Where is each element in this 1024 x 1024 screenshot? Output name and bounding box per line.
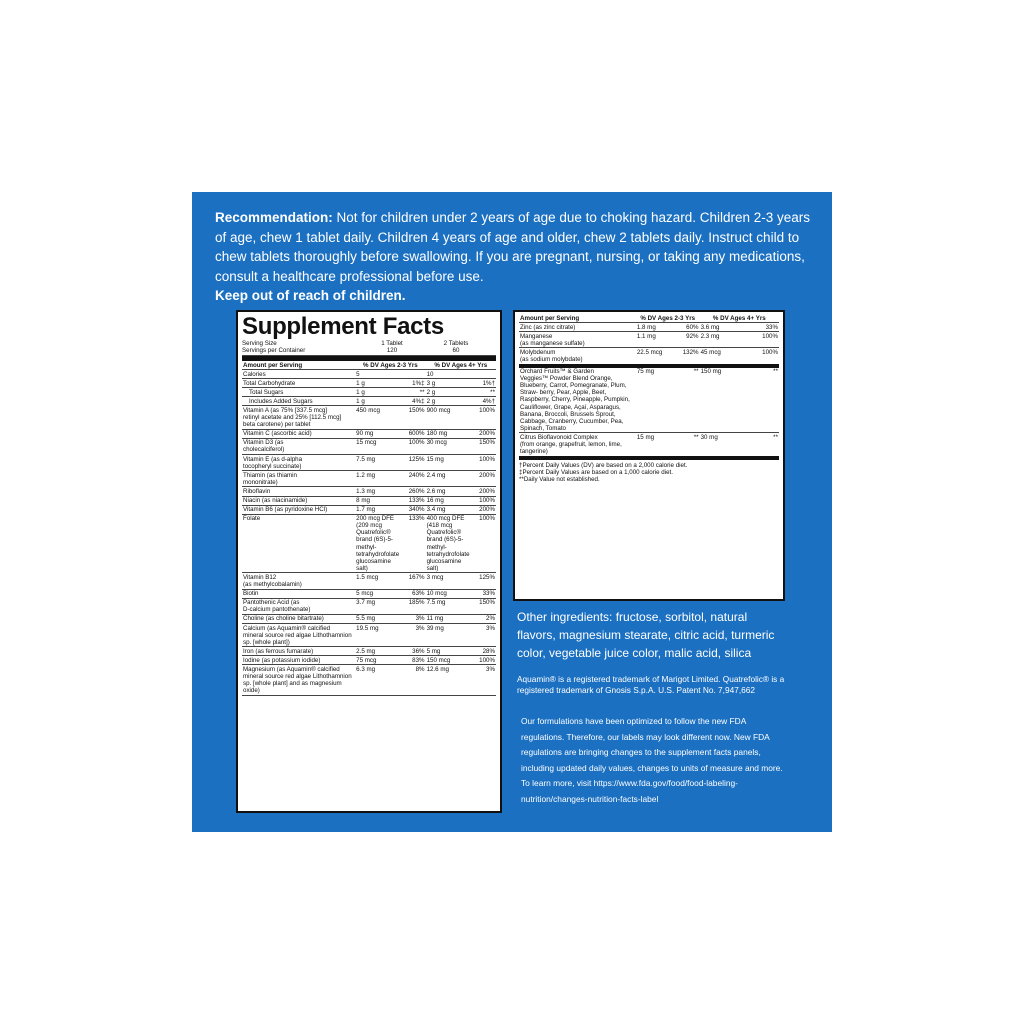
- dv-col2: 100%: [471, 656, 496, 665]
- dv-col2: 3%: [471, 624, 496, 647]
- nutrient-name-cell: [242, 471, 355, 487]
- fda-notice: Our formulations have been optimized to follow the new FDA regulations. Therefore, our labels may look different now. New FDA regulations are bringing changes to the supplement facts panels, including updated daily values, changes to units of measure and more. To learn more, visit https://www.fda.gov/food/food-labeling-nutrition/changes-nutrition-facts-label: [521, 716, 783, 804]
- nutrient-row: [242, 647, 496, 656]
- dv-col1: 3%: [400, 624, 425, 647]
- nutrient-name: Vitamin A (as 75% [337.5 mcg]: [243, 406, 328, 414]
- nutrient-row: [242, 624, 496, 647]
- nutrient-name: Magnesium (as Aquamin® calcified: [243, 665, 340, 673]
- nutrient-name: Iron (as ferrous fumarate): [243, 647, 314, 655]
- amount-col1: 1.8 mg: [636, 323, 672, 332]
- nutrient-name: Calcium (as Aquamin® calcified: [243, 624, 331, 632]
- footnote: **Daily Value not established.: [519, 476, 600, 484]
- amount-col2: 3.6 mg: [700, 323, 736, 332]
- nutrient-row: [242, 505, 496, 514]
- dv-col2: [471, 370, 496, 379]
- dv-col1: 133%: [400, 496, 425, 505]
- dv-col2-header-2: % DV Ages 4+ Yrs: [700, 314, 779, 323]
- supplement-facts-box: [236, 310, 502, 813]
- nutrient-source: (from orange, grapefruit, lemon, lime, tangerine): [520, 441, 622, 456]
- amount-col1: 2.5 mg: [355, 647, 400, 656]
- amount-col2: 11 mg: [426, 614, 471, 623]
- nutrient-name: Thiamin (as thiamin: [243, 471, 297, 479]
- nutrient-row: [242, 370, 496, 379]
- recommendation-body: Not for children under 2 years of age due to choking hazard. Children 2-3 years of age, chew 1 tablet daily. Children 4 years of age and older, chew 2 tablets daily. Instruct child to chew tablets thoroughly before swallowing. If you are pregnant, nursing, or taking any medications, consult a healthcare professional before use.: [215, 210, 811, 284]
- dv-col1: 3%: [400, 614, 425, 623]
- nutrient-name: Total Sugars: [249, 388, 284, 396]
- dv-col2: 2%: [471, 614, 496, 623]
- nutrient-source: D-calcium pantothenate): [243, 606, 311, 614]
- dv-col2: **: [735, 366, 779, 433]
- other-ingredients: Other ingredients: fructose, sorbitol, natural flavors, magnesium stearate, citric acid, turmeric color, vegetable juice color, malic acid, silica: [517, 610, 775, 660]
- nutrient-name: Folate: [243, 515, 261, 523]
- nutrient-name: Vitamin B6 (as pyridoxine HCl): [243, 506, 328, 514]
- amount-col2: 400 mcg DFE (418 mcg Quatrefolic® brand (6S)-5-methyl- tetrahydrofolate glucosamine salt): [426, 515, 470, 572]
- supplement-facts-title: Supplement Facts: [242, 313, 444, 340]
- dv-col1: 260%: [400, 487, 425, 496]
- serving-size-label: Serving Size: [242, 340, 277, 347]
- nutrient-name: Calories: [243, 370, 266, 378]
- amount-col2: 3 g: [426, 379, 471, 388]
- nutrient-name: Vitamin C (ascorbic acid): [243, 430, 312, 438]
- amount-col1: 22.5 mcg: [636, 348, 672, 366]
- amount-col1: 75 mcg: [355, 656, 400, 665]
- nutrient-source: mineral source red algae Lithothamnion sp. [whole plant]): [243, 631, 352, 646]
- amount-col1: 1 g: [355, 388, 400, 397]
- dv-col1: 167%: [400, 573, 425, 589]
- nutrient-name-cell: [242, 647, 355, 656]
- nutrient-name: Molybdenum: [520, 348, 556, 356]
- nutrient-name-cell: [242, 665, 355, 695]
- nutrient-source: retinyl acetate and 25% [112.5 mcg] beta carotene) per tablet: [243, 414, 342, 429]
- dv-col2: 200%: [471, 471, 496, 487]
- nutrient-source: mononitrate): [243, 478, 278, 486]
- nutrient-source: cholecalciferol): [243, 446, 285, 454]
- amount-col1: 3.7 mg: [355, 598, 400, 614]
- dv-col1: 36%: [400, 647, 425, 656]
- amount-col1: 5.5 mg: [355, 614, 400, 623]
- amount-col1: 1.1 mg: [636, 332, 672, 348]
- dv-col1: **: [672, 366, 700, 433]
- nutrient-name-cell: [242, 573, 355, 589]
- dv-col1: 240%: [400, 471, 425, 487]
- amount-col1: 1 g: [355, 379, 400, 388]
- amount-col1: 19.5 mg: [355, 624, 400, 647]
- nutrient-table-continued: [519, 314, 779, 460]
- amount-col2: 12.6 mg: [426, 665, 471, 695]
- nutrient-row: [242, 397, 496, 406]
- amount-col1: 75 mg: [636, 366, 672, 433]
- nutrient-name: Vitamin B12: [243, 573, 277, 581]
- dv-col2: **: [735, 433, 779, 458]
- nutrient-row: [242, 438, 496, 454]
- serving-size-col1: 1 Tablet: [381, 340, 403, 347]
- nutrient-name: Iodine (as potassium iodide): [243, 656, 321, 664]
- amount-col2: 15 mg: [426, 455, 471, 471]
- nutrient-name: Pantothenic Acid (as: [243, 599, 300, 607]
- dv-col2: 100%: [471, 455, 496, 471]
- nutrient-row: [519, 433, 779, 458]
- serving-info: [242, 340, 496, 356]
- nutrient-name-cell: [242, 406, 355, 429]
- nutrient-name-cell: [519, 323, 636, 332]
- recommendation-label: Recommendation:: [215, 210, 333, 225]
- nutrient-name-cell: [242, 379, 355, 388]
- dv-col1: 150%: [400, 406, 425, 429]
- amount-col2: 7.5 mg: [426, 598, 471, 614]
- nutrient-name: Vitamin D3 (as: [243, 439, 284, 447]
- dv-col2: **: [471, 388, 496, 397]
- nutrient-name: Riboflavin: [243, 487, 271, 495]
- dv-col1: 92%: [672, 332, 700, 348]
- nutrient-name-cell: [242, 388, 355, 397]
- nutrient-name-cell: [242, 438, 355, 454]
- nutrient-name-cell: [242, 614, 355, 623]
- dv-col1: 83%: [400, 656, 425, 665]
- dv-col1: 340%: [400, 505, 425, 514]
- nutrient-name: Orchard Fruits™ & Garden: [520, 368, 594, 376]
- amount-col1: 8 mg: [355, 496, 400, 505]
- amount-col2: 150 mg: [700, 366, 736, 433]
- amount-col2: 900 mcg: [426, 406, 471, 429]
- nutrient-row: [242, 388, 496, 397]
- dv-col1: 125%: [400, 455, 425, 471]
- nutrient-row: [242, 429, 496, 438]
- amount-col2: 2.4 mg: [426, 471, 471, 487]
- amount-col1: 5: [355, 370, 400, 379]
- nutrient-name: Biotin: [243, 590, 259, 598]
- nutrient-source: (as methylcobalamin): [243, 581, 302, 589]
- recommendation-text: [215, 208, 820, 286]
- dv-col2: 100%: [471, 514, 496, 573]
- nutrient-row: [242, 614, 496, 623]
- footnote: ‡Percent Daily Values are based on a 1,000 calorie diet.: [519, 468, 673, 476]
- dv-col1: 60%: [672, 323, 700, 332]
- amount-col2: 2 g: [426, 388, 471, 397]
- dv-col1: 100%: [400, 438, 425, 454]
- servings-per-container-label: Servings per Container: [242, 347, 306, 354]
- dv-col2: 33%: [735, 323, 779, 332]
- nutrient-name-cell: [519, 348, 636, 366]
- nutrient-name: Total Carbohydrate: [243, 379, 296, 387]
- nutrient-source: tocopheryl succinate): [243, 462, 302, 470]
- amount-col2: 3.4 mg: [426, 505, 471, 514]
- nutrient-name-cell: [242, 487, 355, 496]
- nutrient-row: [519, 323, 779, 332]
- amount-col1: 450 mcg: [355, 406, 400, 429]
- amount-col1: 1.7 mg: [355, 505, 400, 514]
- nutrient-row: [242, 379, 496, 388]
- trademark-notice: Aquamin® is a registered trademark of Marigot Limited. Quatrefolic® is a registered trademark of Gnosis S.p.A. U.S. Patent No. 7,947,662: [517, 674, 785, 695]
- nutrient-name-cell: [242, 514, 355, 573]
- dv-col2: 200%: [471, 429, 496, 438]
- dv-col2: 3%: [471, 665, 496, 695]
- dv-col2: 33%: [471, 589, 496, 598]
- amount-col1: 1.2 mg: [355, 471, 400, 487]
- dv-col2: 1%†: [471, 379, 496, 388]
- amount-col2: 16 mg: [426, 496, 471, 505]
- amount-col2: 5 mg: [426, 647, 471, 656]
- nutrient-source: mineral source red algae Lithothamnion sp. [whole plant] and as magnesium oxide): [243, 673, 352, 695]
- amount-col1: 200 mcg DFE (209 mcg Quatrefolic® brand (6S)-5-methyl- tetrahydrofolate glucosamine salt): [356, 515, 400, 572]
- dv-col2: 200%: [471, 487, 496, 496]
- amount-col2: 180 mg: [426, 429, 471, 438]
- dv-col1-header: % DV Ages 2-3 Yrs: [355, 361, 425, 370]
- nutrient-row: [242, 406, 496, 429]
- serving-size-col2: 2 Tablets: [443, 340, 469, 347]
- nutrient-row: [242, 656, 496, 665]
- nutrient-name-cell: [242, 496, 355, 505]
- nutrient-row: [519, 348, 779, 366]
- keep-out-warning: Keep out of reach of children.: [215, 288, 406, 303]
- nutrient-row: [242, 665, 496, 695]
- nutrient-name-cell: [242, 455, 355, 471]
- nutrient-name-cell: [519, 366, 636, 433]
- nutrient-name: Zinc (as zinc citrate): [520, 323, 576, 331]
- dv-col1: **: [672, 433, 700, 458]
- amount-col1: 1.3 mg: [355, 487, 400, 496]
- amount-col2: 3 mcg: [426, 573, 471, 589]
- nutrient-row: [242, 487, 496, 496]
- amount-col1: 15 mcg: [355, 438, 400, 454]
- dv-col2: 100%: [735, 332, 779, 348]
- dv-col1: 600%: [400, 429, 425, 438]
- amount-col1: 90 mg: [355, 429, 400, 438]
- nutrient-name-cell: [519, 332, 636, 348]
- nutrient-name-cell: [242, 397, 355, 406]
- nutrient-name: Includes Added Sugars: [249, 397, 313, 405]
- nutrient-name-cell: [519, 433, 636, 458]
- amount-col2: 30 mcg: [426, 438, 471, 454]
- amount-col2: 2.6 mg: [426, 487, 471, 496]
- dv-col2: 100%: [471, 496, 496, 505]
- amount-col1: 1.5 mcg: [355, 573, 400, 589]
- nutrient-row: [242, 455, 496, 471]
- nutrient-name: Manganese: [520, 332, 553, 340]
- dv-col1: 63%: [400, 589, 425, 598]
- nutrient-source: (as manganese sulfate): [520, 339, 585, 347]
- nutrient-name-cell: [242, 505, 355, 514]
- amount-col2: 10: [426, 370, 471, 379]
- nutrient-source: (as sodium molybdate): [520, 355, 583, 363]
- footnotes: [519, 460, 779, 484]
- dv-col1: 133%: [400, 514, 425, 573]
- dv-col2: 4%†: [471, 397, 496, 406]
- amount-col2: 10 mcg: [426, 589, 471, 598]
- amount-col2: 45 mcg: [700, 348, 736, 366]
- nutrient-row: [242, 471, 496, 487]
- nutrient-row: [242, 514, 496, 573]
- nutrient-row: [519, 366, 779, 433]
- dv-col2-header: % DV Ages 4+ Yrs: [426, 361, 496, 370]
- amount-col2: 30 mg: [700, 433, 736, 458]
- dv-col1-header-2: % DV Ages 2-3 Yrs: [636, 314, 700, 323]
- dv-col1: **: [400, 388, 425, 397]
- dv-col2: 100%: [471, 406, 496, 429]
- dv-col2: 28%: [471, 647, 496, 656]
- nutrient-name: Choline (as choline bitartrate): [243, 615, 324, 623]
- amount-col1: 1 g: [355, 397, 400, 406]
- amount-col1: 5 mcg: [355, 589, 400, 598]
- nutrient-name-cell: [242, 624, 355, 647]
- nutrient-name-cell: [242, 589, 355, 598]
- dv-col1: 1%‡: [400, 379, 425, 388]
- amount-per-serving-header: Amount per Serving: [242, 361, 355, 370]
- label-panel: [192, 192, 832, 832]
- nutrient-name-cell: [242, 598, 355, 614]
- supplement-facts-continued-box: [513, 310, 785, 601]
- amount-col2: 2.3 mg: [700, 332, 736, 348]
- nutrient-name-cell: [242, 429, 355, 438]
- nutrient-row: [242, 589, 496, 598]
- dv-col1: 4%‡: [400, 397, 425, 406]
- dv-col2: 150%: [471, 438, 496, 454]
- dv-col1: [400, 370, 425, 379]
- dv-col1: 8%: [400, 665, 425, 695]
- nutrient-table: [242, 361, 496, 696]
- footnote: †Percent Daily Values (DV) are based on a 2,000 calorie diet.: [519, 461, 688, 469]
- amount-col2: 2 g: [426, 397, 471, 406]
- amount-col2: 150 mcg: [426, 656, 471, 665]
- amount-per-serving-header-2: Amount per Serving: [519, 314, 636, 323]
- amount-col1: 6.3 mg: [355, 665, 400, 695]
- servings-col1: 120: [386, 347, 398, 354]
- nutrient-row: [242, 573, 496, 589]
- nutrient-name-cell: [242, 656, 355, 665]
- nutrient-row: [242, 496, 496, 505]
- amount-col1: 7.5 mg: [355, 455, 400, 471]
- dv-col1: 132%: [672, 348, 700, 366]
- nutrient-name: Niacin (as niacinamide): [243, 497, 308, 504]
- amount-col1: 15 mg: [636, 433, 672, 458]
- nutrient-source: Veggies™ Powder Blend Orange, Blueberry, Carrot, Pomegranate, Plum, Straw- berry, Pear, Apple, Beet, Raspberry, Cherry, Pineapple, Pumpkin, Cauliflower, Grape, Açaí, Asparagus, Banana, Broccoli, Brussels Sprout, Cabbage, Cranberry, Cucumber, Pea, Spinach, Tomato: [520, 375, 630, 432]
- dv-col2: 150%: [471, 598, 496, 614]
- nutrient-name-cell: [242, 370, 355, 379]
- dv-col2: 125%: [471, 573, 496, 589]
- nutrient-name: Citrus Bioflavonoid Complex: [520, 433, 598, 441]
- dv-col2: 200%: [471, 505, 496, 514]
- dv-col2: 100%: [735, 348, 779, 366]
- nutrient-row: [242, 598, 496, 614]
- nutrient-name: Vitamin E (as d-alpha: [243, 455, 303, 463]
- dv-col1: 185%: [400, 598, 425, 614]
- servings-col2: 60: [452, 347, 460, 354]
- nutrient-row: [519, 332, 779, 348]
- amount-col2: 39 mg: [426, 624, 471, 647]
